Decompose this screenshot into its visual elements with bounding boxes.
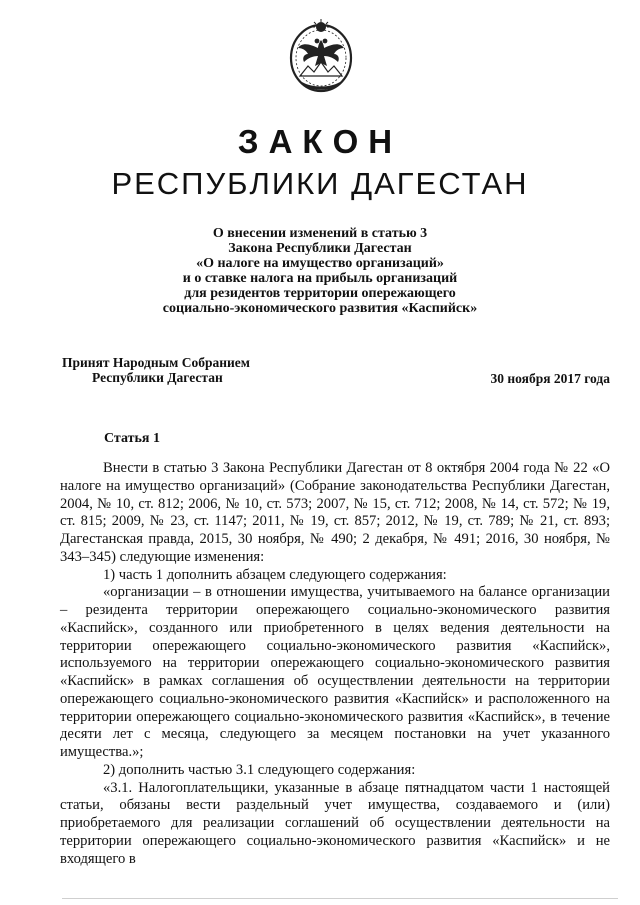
article-paragraph: «организации – в отношении имущества, учитываемого на балансе организации – резидента территории опережающего социально-экономического развития «Каспийск», созданного или приобретенного в целях ведения деятельности на территории опережающего социально-экономического развития «Каспийск», используемого на территории опережающего социально-экономического развития «Каспийск» в рамках соглашения об осуществлении деятельности на территории опережающего социально-экономического развития «Каспийск» и расположенного на территории опережающего социально-экономического развития «Каспийск», в течение десяти лет с месяца, следующего за месяцем постановки на учет указанного имущества.»; xyxy=(60,584,610,760)
subtitle-line: Закона Республики Дагестан xyxy=(228,241,412,256)
adoption-line-1: Принят Народным Собранием xyxy=(62,355,250,370)
adoption-line-2: Республики Дагестан xyxy=(92,370,223,385)
adoption-authority xyxy=(62,355,250,385)
page-edge-divider xyxy=(62,898,618,899)
article-heading: Статья 1 xyxy=(104,431,160,446)
subtitle-line: социально-экономического развития «Каспийск» xyxy=(162,301,478,316)
law-title: ЗАКОН xyxy=(237,123,403,160)
coat-of-arms-emblem xyxy=(288,18,354,94)
article-body xyxy=(60,460,610,868)
article-paragraph: «3.1. Налогоплательщики, указанные в абзаце пятнадцатом части 1 настоящей статьи, обязаны вести раздельный учет имущества, создаваемого и (или) приобретаемого для реализации соглашений об осуществлении деятельности на территории опережающего социально-экономического развития «Каспийск» и не входящего в xyxy=(60,779,610,867)
subtitle-line: «О налоге на имущество организаций» xyxy=(196,256,444,271)
subtitle-line: для резидентов территории опережающего xyxy=(184,286,456,301)
article-paragraph: Внести в статью 3 Закона Республики Дагестан от 8 октября 2004 года № 22 «О налоге на имущество организаций» (Собрание законодательства Республики Дагестан, 2004, № 10, ст. 812; 2006, № 10, ст. 573; 2007, № 15, ст. 712; 2008, № 14, ст. 572; № 19, ст. 815; 2009, № 23, ст. 1147; 2011, № 19, ст. 857; 2012, № 19, ст. 789; № 21, ст. 893; Дагестанская правда, 2015, 30 ноября, № 490; 2 декабря, № 491; 2016, 30 ноября, № 343–345) следующие изменения: xyxy=(60,460,610,565)
article-paragraph: 2) дополнить частью 3.1 следующего содержания: xyxy=(103,761,416,778)
subtitle-line: О внесении изменений в статью 3 xyxy=(212,226,428,241)
law-subtitle xyxy=(0,226,640,316)
adoption-date: 30 ноября 2017 года xyxy=(490,371,610,386)
subtitle-line: и о ставке налога на прибыль организаций xyxy=(182,271,458,286)
article-paragraph: 1) часть 1 дополнить абзацем следующего содержания: xyxy=(103,566,447,583)
republic-title: РЕСПУБЛИКИ ДАГЕСТАН xyxy=(111,166,529,201)
